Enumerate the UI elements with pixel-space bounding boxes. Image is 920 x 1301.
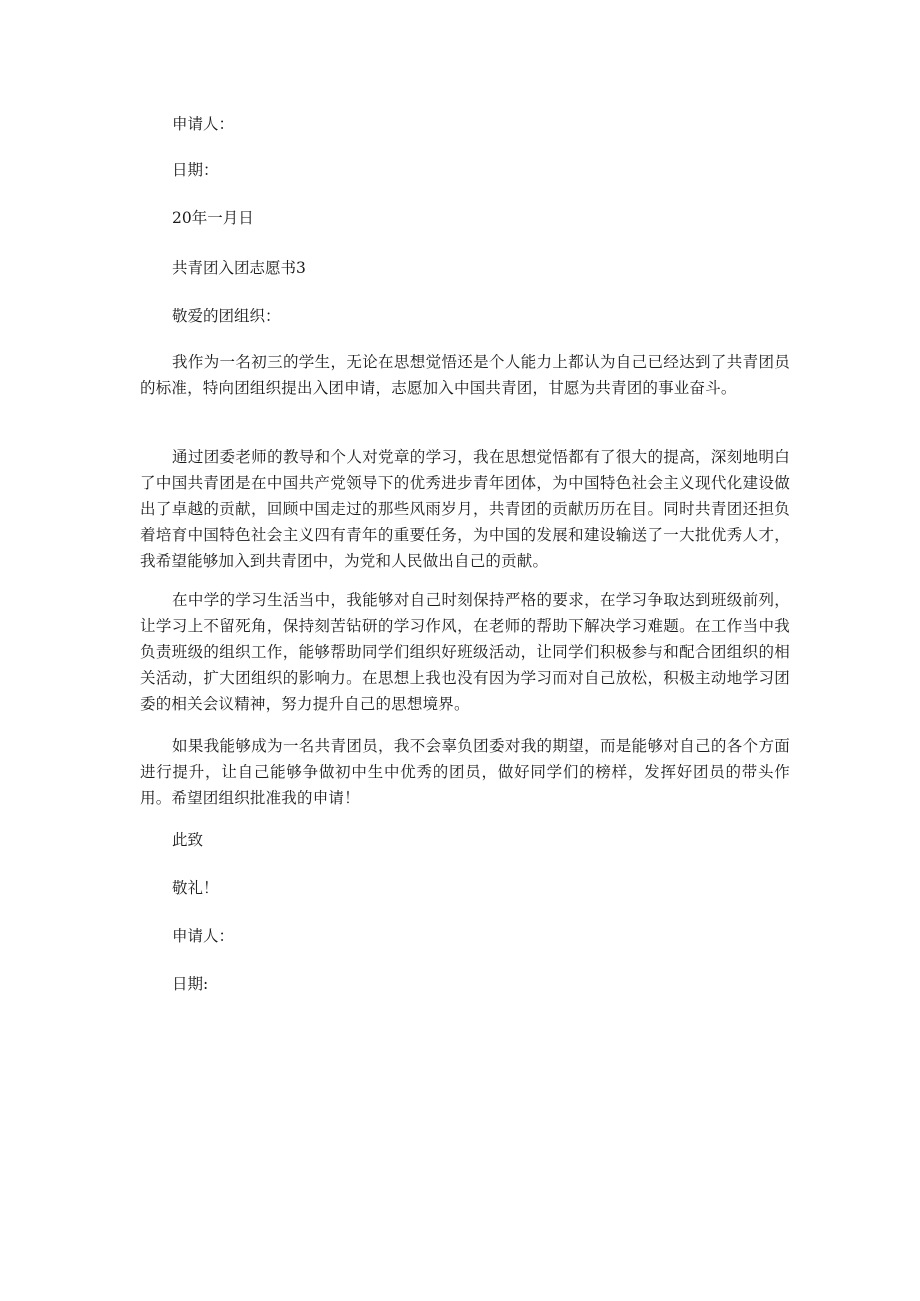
closing-jing-li: 敬礼！	[172, 879, 219, 897]
closing-ci-zhi: 此致	[172, 831, 204, 849]
header-applicant-label: 申请人：	[172, 115, 235, 133]
paragraph-1: 我作为一名初三的学生，无论在思想觉悟还是个人能力上都认为自己已经达到了共青团员的标准，特向团组织提出入团申请，志愿加入中国共青团，甘愿为共青团的事业奋斗。	[140, 353, 790, 397]
paragraph-3: 在中学的学习生活当中，我能够对自己时刻保持严格的要求，在学习争取达到班级前列，让学习上不留死角，保持刻苦钻研的学习作风，在老师的帮助下解决学习难题。在工作当中我负责班级的组织工作，能够帮助同学们组织好班级活动，让同学们积极参与和配合团组织的相关活动，扩大团组织的影响力。在思想上我也没有因为学习而对自己放松，积极主动地学习团委的相关会议精神，努力提升自己的思想境界。	[140, 591, 790, 713]
header-date-value: 20年一月日	[172, 209, 254, 227]
letter-title: 共青团入团志愿书3	[172, 259, 306, 277]
paragraph-4: 如果我能够成为一名共青团员，我不会辜负团委对我的期望，而是能够对自己的各个方面进行提升，让自己能够争做初中生中优秀的团员，做好同学们的榜样，发挥好团员的带头作用。希望团组织批准我的申请！	[140, 737, 790, 807]
footer-date-label: 日期:	[172, 975, 209, 993]
header-date-label: 日期：	[172, 161, 219, 179]
letter-salutation: 敬爱的团组织：	[172, 307, 281, 325]
footer-applicant-label: 申请人：	[172, 927, 235, 945]
paragraph-2: 通过团委老师的教导和个人对党章的学习，我在思想觉悟都有了很大的提高，深刻地明白了中国共青团是在中国共产党领导下的优秀进步青年团体，为中国特色社会主义现代化建设做出了卓越的贡献，回顾中国走过的那些风雨岁月，共青团的贡献历历在目。同时共青团还担负着培育中国特色社会主义四有青年的重要任务，为中国的发展和建设输送了一大批优秀人才，我希望能够加入到共青团中，为党和人民做出自己的贡献。	[140, 448, 790, 570]
